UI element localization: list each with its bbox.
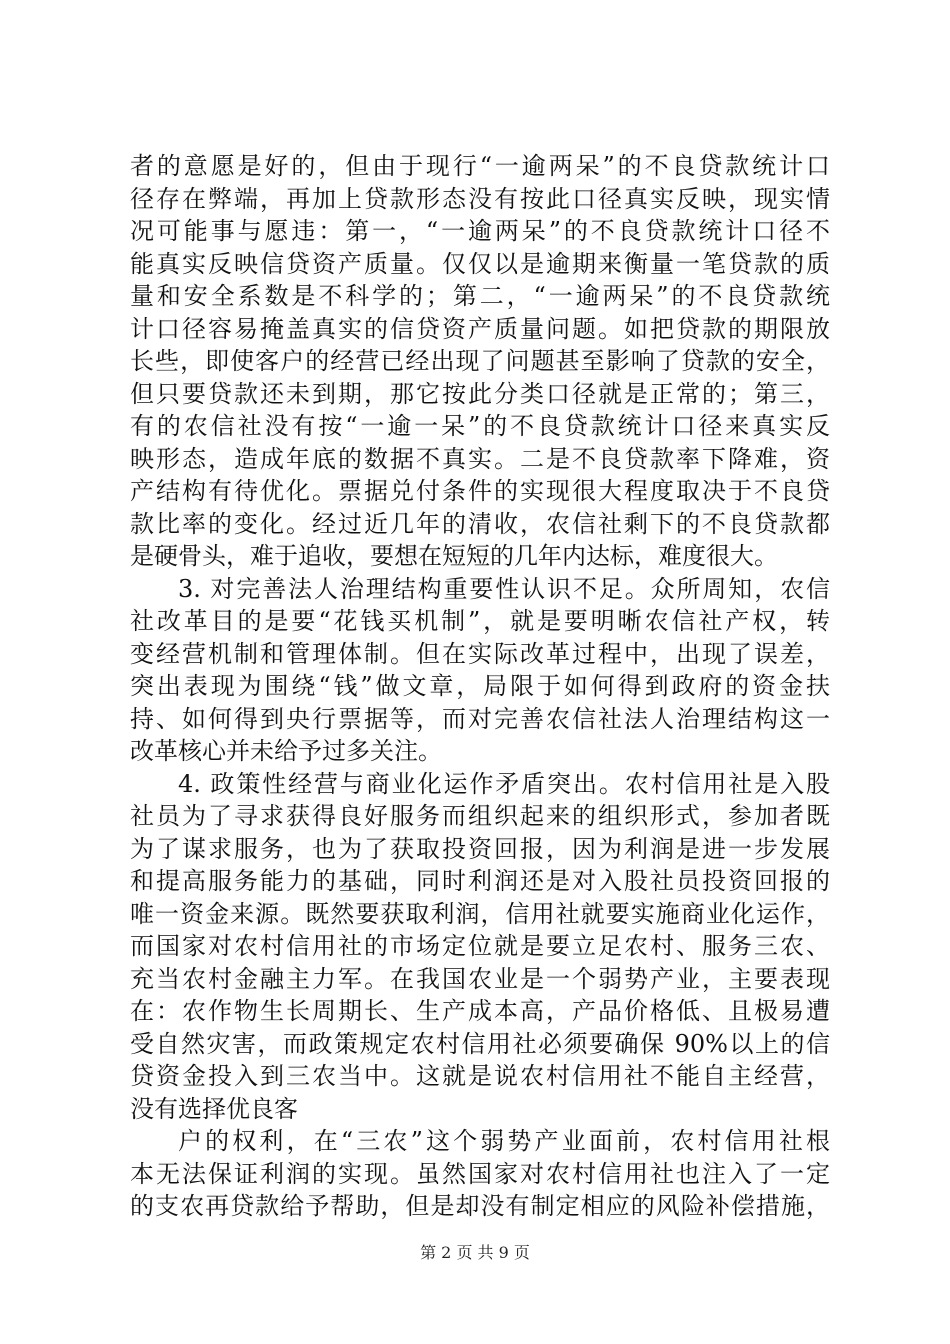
text-line: 但只要贷款还未到期，那它按此分类口径就是正常的；第三，	[130, 379, 830, 408]
text-line: 而国家对农村信用社的市场定位就是要立足农村、服务三农、	[130, 932, 830, 960]
text-line: 贷资金投入到三农当中。这就是说农村信用社不能自主经营，	[130, 1062, 830, 1090]
text-line: 为了谋求服务，也为了获取投资回报，因为利润是进一步发展	[130, 834, 830, 863]
text-line: 况可能事与愿违：第一，“一逾两呆”的不良贷款统计口径不	[130, 217, 830, 245]
text-line: 径存在弊端，再加上贷款形态没有按此口径真实反映，现实情	[130, 184, 830, 213]
text-line: 者的意愿是好的，但由于现行“一逾两呆”的不良贷款统计口	[130, 152, 830, 180]
text-line: 能真实反映信贷资产质量。仅仅以是逾期来衡量一笔贷款的质	[130, 249, 830, 278]
text-line: 突出表现为围绕“钱”做文章，局限于如何得到政府的资金扶	[130, 672, 830, 700]
text-line: 量和安全系数是不科学的；第二，“一逾两呆”的不良贷款统	[130, 282, 830, 310]
text-line: 唯一资金来源。既然要获取利润，信用社就要实施商业化运作，	[130, 899, 830, 928]
page-footer: 第 2 页 共 9 页	[420, 1243, 530, 1262]
text-line: 是硬骨头，难于追收，要想在短短的几年内达标，难度很大。	[130, 542, 778, 570]
text-line: 受自然灾害，而政策规定农村信用社必须要确保 90%以上的信	[130, 1029, 830, 1058]
text-line: 持、如何得到央行票据等，而对完善农信社法人治理结构这一	[130, 704, 830, 733]
paragraph-continuation-start: 户的权利，在“三农”这个弱势产业面前，农村信用社根	[178, 1127, 830, 1155]
text-line: 变经营机制和管理体制。但在实际改革过程中，出现了误差，	[130, 639, 830, 668]
text-line: 在：农作物生长周期长、生产成本高，产品价格低、且极易遭	[130, 997, 830, 1025]
text-line: 社员为了寻求获得良好服务而组织起来的组织形式，参加者既	[130, 802, 830, 830]
text-line: 充当农村金融主力军。在我国农业是一个弱势产业，主要表现	[130, 964, 830, 993]
text-line: 和提高服务能力的基础，同时利润还是对入股社员投资回报的	[130, 867, 830, 895]
document-body	[130, 150, 830, 1223]
text-line: 有的农信社没有按“一逾一呆”的不良贷款统计口径来真实反	[130, 412, 830, 440]
paragraph-4-start: 4. 政策性经营与商业化运作矛盾突出。农村信用社是入股	[178, 769, 830, 798]
text-line: 改革核心并未给予过多关注。	[130, 737, 442, 765]
text-line: 本无法保证利润的实现。虽然国家对农村信用社也注入了一定	[130, 1159, 830, 1188]
text-line: 计口径容易掩盖真实的信贷资产质量问题。如把贷款的期限放	[130, 314, 830, 343]
paragraph-3-start: 3. 对完善法人治理结构重要性认识不足。众所周知，农信	[178, 574, 830, 603]
text-line: 款比率的变化。经过近几年的清收，农信社剩下的不良贷款都	[130, 509, 830, 538]
text-line: 产结构有待优化。票据兑付条件的实现很大程度取决于不良贷	[130, 477, 830, 505]
text-line: 社改革目的是要“花钱买机制”，就是要明晰农信社产权，转	[130, 607, 830, 635]
text-line: 长些，即使客户的经营已经出现了问题甚至影响了贷款的安全，	[130, 347, 830, 375]
text-line: 没有选择优良客	[130, 1094, 298, 1123]
text-line: 的支农再贷款给予帮助，但是却没有制定相应的风险补偿措施，	[130, 1192, 830, 1220]
text-line: 映形态，造成年底的数据不真实。二是不良贷款率下降难，资	[130, 444, 830, 473]
